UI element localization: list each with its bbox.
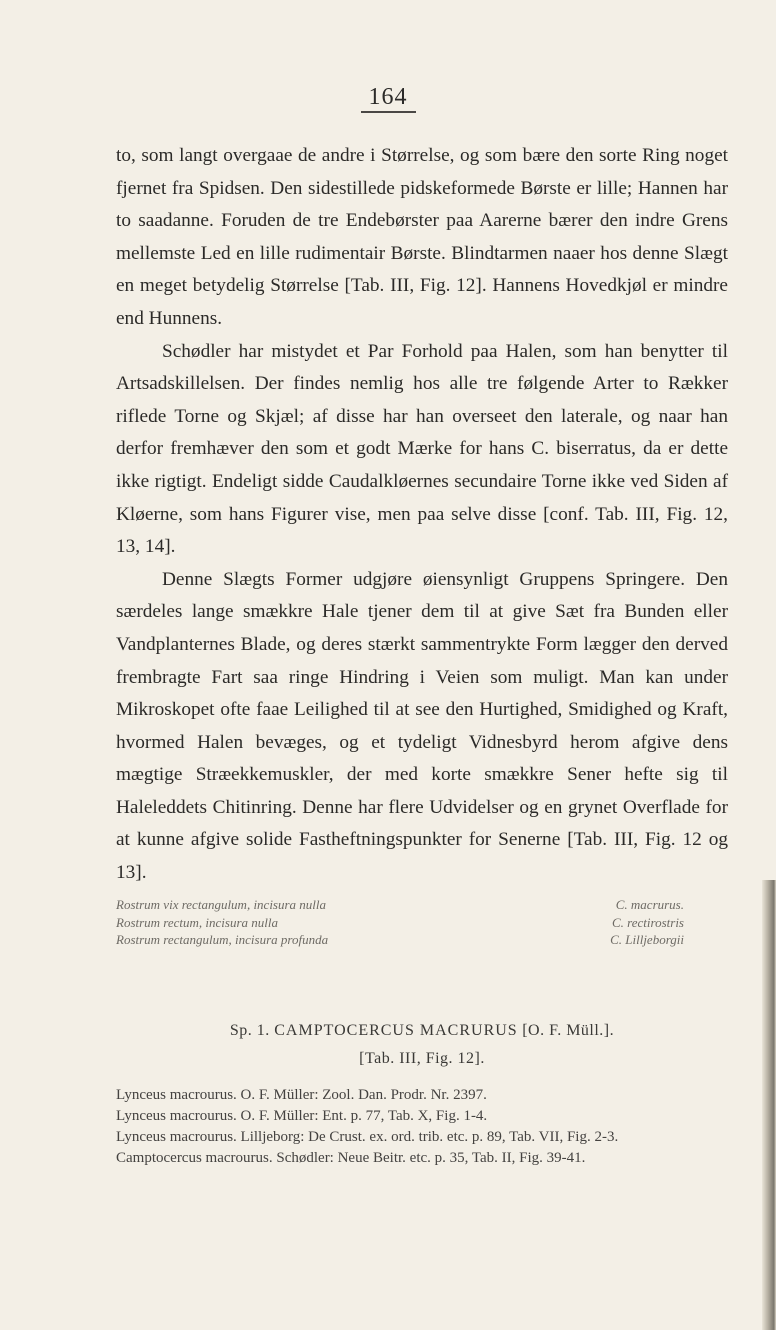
key-description: Rostrum rectum, incisura nulla: [116, 914, 279, 930]
synonym-entry: Lynceus macrourus. Lilljeborg: De Crust. ex. ord. trib. etc. p. 89, Tab. VII, Fig. 2-3.: [116, 1129, 619, 1145]
paragraph-3: Denne Slægts Former udgjøre øiensynligt Gruppens Springere. Den særdeles lange smækkre Hale tjener dem til at give Sæt fra Bunden eller Vandplanternes Blade, og deres stærkt sammentrykte Form lægger den derved frembragte Fart saa ringe Hindring i Veien som muligt. Man kan under Mikroskopet ofte faae Leilighed til at see den Hurtighed, Smidighed og Kraft, hvormed Halen bevæges, og et tydeligt Vidnesbyrd herom afgive dens mægtige Stræekkemuskler, der med korte smækkre Sener hefte sig til Haleleddets Chitinring. Denne har flere Udvidelser og en grynet Overflade for at kunne afgive solide Fastheftningspunkter for Senerne [Tab. III, Fig. 12 og 13].: [116, 568, 728, 884]
page-edge-shadow: [762, 880, 776, 1330]
key-row: [116, 914, 728, 932]
species-key: [116, 896, 728, 949]
page-number: [0, 84, 776, 113]
synonymy-list: [116, 1085, 728, 1169]
species-heading: [116, 1017, 728, 1073]
species-title-line: [116, 1017, 728, 1045]
synonym-entry: Lynceus macrourus. O. F. Müller: Ent. p. 77, Tab. X, Fig. 1-4.: [116, 1108, 488, 1124]
species-figure-ref: [Tab. III, Fig. 12].: [359, 1050, 485, 1067]
key-description: Rostrum rectangulum, incisura profunda: [116, 932, 329, 947]
paragraph-1: to, som langt overgaae de andre i Størrelse, og som bære den sorte Ring noget fjernet fra Spidsen. Den sidestillede pidskeformede Børste er lille; Hannen har to saadanne. Foruden de tre Endebørster paa Aarerne bærer den indre Grens mellemste Led en lille rudimentair Børste. Blindtarmen naaer hos denne Slægt en meget betydelig Størrelse [Tab. III, Fig. 12]. Hannens Hovedkjøl er mindre end Hunnens.: [116, 145, 728, 329]
key-description: Rostrum vix rectangulum, incisura nulla: [116, 897, 327, 912]
species-name: CAMPTOCERCUS MACRURUS: [274, 1022, 518, 1039]
key-row: [116, 896, 728, 914]
key-species: C. rectirostris: [612, 914, 684, 930]
synonym-entry: Camptocercus macrourus. Schødler: Neue Beitr. etc. p. 35, Tab. II, Fig. 39-41.: [116, 1150, 586, 1166]
page-number-text: 164: [361, 84, 416, 113]
key-species: C. Lilljeborgii: [610, 932, 684, 947]
key-row: [116, 931, 728, 949]
body-text: [116, 140, 728, 890]
paragraph-2: Schødler har mistydet et Par Forhold paa Halen, som han benytter til Artsadskillelsen. Der findes nemlig hos alle tre følgende Arter to Rækker riflede Torne og Skjæl; af disse har han overseet den laterale, og naar han derfor fremhæver den som et godt Mærke for hans C. biserratus, da er dette ikke rigtigt. Endeligt sidde Caudalkløernes secundaire Torne ikke ved Siden af Kløerne, som hans Figurer vise, men paa selve disse [conf. Tab. III, Fig. 12, 13, 14].: [116, 340, 728, 558]
synonym-entry: Lynceus macrourus. O. F. Müller: Zool. Dan. Prodr. Nr. 2397.: [116, 1087, 487, 1103]
species-number: Sp. 1.: [229, 1022, 270, 1039]
species-authority: [O. F. Müll.].: [522, 1022, 615, 1039]
key-species: C. macrurus.: [615, 897, 684, 912]
